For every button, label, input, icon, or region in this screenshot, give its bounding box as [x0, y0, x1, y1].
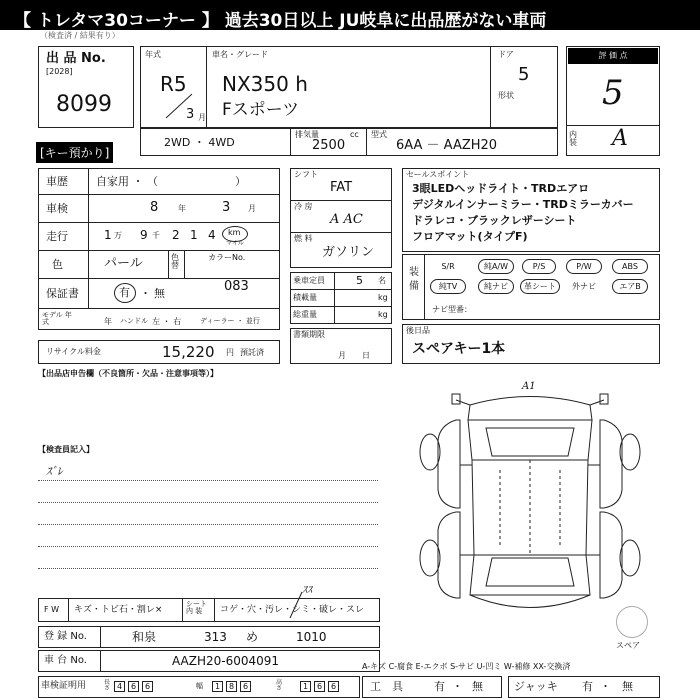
color-change-label: 色 替 [171, 253, 179, 270]
tools-no: 無 [472, 680, 483, 693]
top-partial-text: （検査済 / 結果有り） [40, 31, 120, 40]
score-label: 評 価 点 [568, 48, 658, 64]
warranty-yes: 有 [119, 286, 130, 299]
recycle-unit: 円 [226, 348, 234, 357]
registration-number: 1010 [296, 630, 327, 644]
equip-airbag: エアB [612, 279, 648, 294]
model-meta-dealer: ディーラー ・ 並行 [200, 317, 260, 325]
mileage-man: 1 [104, 228, 112, 242]
type-value: 6AA － AAZH20 [396, 138, 498, 153]
jack-no: 無 [622, 680, 633, 693]
exhibit-number: 8099 [56, 92, 112, 117]
recycle-note: 預託済 [240, 348, 264, 357]
equip-tv: 純TV [430, 279, 466, 294]
cert-wid-label: 幅 [196, 682, 203, 690]
cert-hgt-3: 6 [328, 681, 339, 692]
inspection-month: 3 [222, 200, 231, 215]
notes-header: 【出品店申告欄（不良箇所・欠品・注意事項等）】 [38, 369, 218, 378]
registration-label: 登 録 No. [44, 631, 87, 642]
recycle-value: 15,220 [162, 343, 215, 361]
selling-line-3: ドラレコ・ブラックレザーシート [412, 214, 577, 227]
damage-legend: A-キズ C-腐食 E-エクボ S-サビ U-凹ミ W-補修 XX-交換済 [362, 662, 571, 671]
cert-len-3: 6 [142, 681, 153, 692]
exhibit-label: 出 品 No. [46, 51, 106, 66]
equipment-label: 装 備 [409, 267, 419, 292]
mileage-mile: マイル [226, 240, 244, 247]
model-meta-handle-opts: 左 ・ 右 [152, 317, 182, 326]
capacity-label: 乗車定員 [293, 276, 325, 285]
cert-hgt-1: 1 [300, 681, 311, 692]
fuel-label: 燃 料 [294, 234, 313, 243]
fw-label: F W [44, 605, 60, 614]
recycle-label: リサイクル料金 [46, 347, 101, 356]
interior-label: 内 装 [569, 130, 577, 147]
banner-text: 【 トレタマ30コーナー 】 過去30日以上 JU岐阜に出品歴がない車両 [14, 11, 547, 31]
mileage-d1: 9 [140, 228, 148, 242]
aircon-label: 冷 房 [294, 202, 313, 211]
shape-label: 形状 [498, 91, 514, 100]
selling-line-2: デジタルインナーミラー・TRDミラーカバー [412, 198, 634, 211]
displacement-label: 排気量 [295, 130, 319, 139]
history-label: 車歴 [46, 175, 68, 188]
mileage-d1-unit: 千 [152, 231, 160, 240]
year-label: 年式 [145, 50, 161, 59]
exhibit-tag: [2028] [46, 67, 73, 76]
inspection-year: 8 [150, 200, 159, 215]
key-tag: [キー預かり] [36, 142, 113, 163]
shift-value: FAT [330, 180, 353, 195]
equip-alloy: 純A/W [478, 259, 514, 274]
cert-hgt-2: 6 [314, 681, 325, 692]
capacity-unit: 名 [378, 276, 386, 285]
inspector-header: 【検査員記入】 [38, 445, 94, 454]
color-value: パール [104, 256, 143, 271]
shift-label: シフト [294, 170, 318, 179]
doors-label: ドア [498, 50, 514, 59]
gross-unit: kg [378, 310, 388, 319]
equip-ps: P/S [522, 259, 556, 274]
equip-ext-navi: 外ナビ [572, 282, 596, 291]
fw-mark: ｽｽ [302, 585, 312, 596]
interior-value: A [612, 126, 628, 151]
load-label: 積載量 [293, 293, 317, 302]
warranty-no: 無 [154, 287, 165, 300]
detail-table [38, 168, 280, 330]
equip-sr: S/R [441, 262, 455, 271]
model-grade: Fスポーツ [222, 100, 300, 120]
jack-label: ジャッキ [514, 680, 558, 693]
spare-label: スペア [616, 641, 640, 650]
equipment-nav-label: ナビ型番： [432, 305, 472, 314]
car-diagram [400, 380, 660, 630]
doors-value: 5 [518, 64, 530, 85]
later-label: 後日品 [406, 326, 430, 335]
gross-label: 総重量 [293, 310, 317, 319]
cert-hgt-label: 高さ [276, 679, 283, 692]
color-label: 色 [52, 258, 63, 271]
cert-len-1: 4 [114, 681, 125, 692]
cert-wid-3: 6 [240, 681, 251, 692]
tools-yes: 有 [434, 680, 445, 693]
equip-leather: 革シート [520, 279, 560, 294]
cert-wid-2: 8 [226, 681, 237, 692]
cert-label: 車検証明用 [41, 681, 87, 691]
inspection-month-unit: 月 [248, 204, 256, 213]
registration-place: 和泉 [132, 630, 157, 644]
drive-value: 2WD ・ 4WD [164, 136, 235, 149]
type-label: 型式 [371, 130, 387, 139]
fw-mark-stroke [286, 590, 306, 620]
warranty-sep: ・ [140, 287, 151, 300]
spare-tire-circle [616, 606, 648, 638]
cert-len-2: 6 [128, 681, 139, 692]
inspection-year-unit: 年 [178, 204, 186, 213]
seat-label: シート 内 装 [186, 600, 207, 615]
cert-wid-1: 1 [212, 681, 223, 692]
selling-label: セールスポイント [406, 170, 470, 179]
model-name: NX350 h [222, 72, 308, 96]
doc-period-label: 書類期限 [293, 330, 325, 339]
load-unit: kg [378, 293, 388, 302]
diagram-mark-a1: A1 [522, 381, 536, 392]
model-meta-year-unit: 年 [104, 317, 112, 326]
seat-value: コゲ・穴・汚レ・シミ・破レ・スレ [220, 605, 365, 615]
selling-line-1: 3眼LEDヘッドライト・TRDエアロ [412, 182, 590, 195]
fuel-value: ガソリン [322, 245, 375, 260]
registration-kana: め [246, 630, 259, 644]
inspection-label: 車検 [46, 202, 68, 215]
displacement-unit: cc [350, 130, 359, 139]
score-value: 5 [602, 73, 624, 113]
displacement-value: 2500 [312, 138, 346, 153]
model-meta-handle: ハンドル [120, 317, 148, 325]
later-value: スペアキー1本 [412, 341, 506, 357]
equip-pw: P/W [566, 259, 602, 274]
capacity-value: 5 [356, 274, 363, 287]
year-month-unit: 月 [198, 113, 206, 122]
tools-sep: ・ [452, 680, 463, 693]
color-code: 083 [224, 279, 249, 294]
inspector-note: ｽﾞﾚ [46, 465, 63, 478]
equip-navi: 純ナビ [478, 279, 514, 294]
jack-yes: 有 [582, 680, 593, 693]
tools-label: 工 具 [370, 680, 403, 693]
year-month: 3 [186, 107, 195, 122]
history-value: 自家用 ・ （ ） [96, 175, 246, 188]
selling-line-4: フロアマット(タイプF) [412, 230, 528, 243]
mileage-km: km [228, 228, 241, 237]
mileage-d4: 4 [208, 228, 216, 242]
mileage-man-unit: 万 [114, 231, 122, 240]
chassis-value: AAZH20-6004091 [172, 654, 280, 668]
doc-period-unit: 月 日 [338, 351, 370, 360]
year-era: R5 [160, 72, 187, 96]
mileage-d2: 2 [172, 228, 180, 242]
fw-value: キズ・トビ石・割レ× [74, 605, 163, 615]
cert-len-label: 長さ [104, 679, 111, 692]
warranty-label: 保証書 [46, 287, 79, 300]
jack-sep: ・ [600, 680, 611, 693]
mileage-d3: 1 [190, 228, 198, 242]
registration-class: 313 [204, 630, 227, 644]
model-label: 車名・グレード [212, 50, 268, 59]
aircon-value: A AC [330, 212, 363, 227]
model-meta-label: モデル 年 式 [42, 311, 72, 326]
mileage-label: 走行 [46, 230, 68, 243]
color-code-label: カラーNo. [208, 253, 246, 262]
equip-abs: ABS [612, 259, 648, 274]
chassis-label: 車 台 No. [44, 655, 87, 666]
